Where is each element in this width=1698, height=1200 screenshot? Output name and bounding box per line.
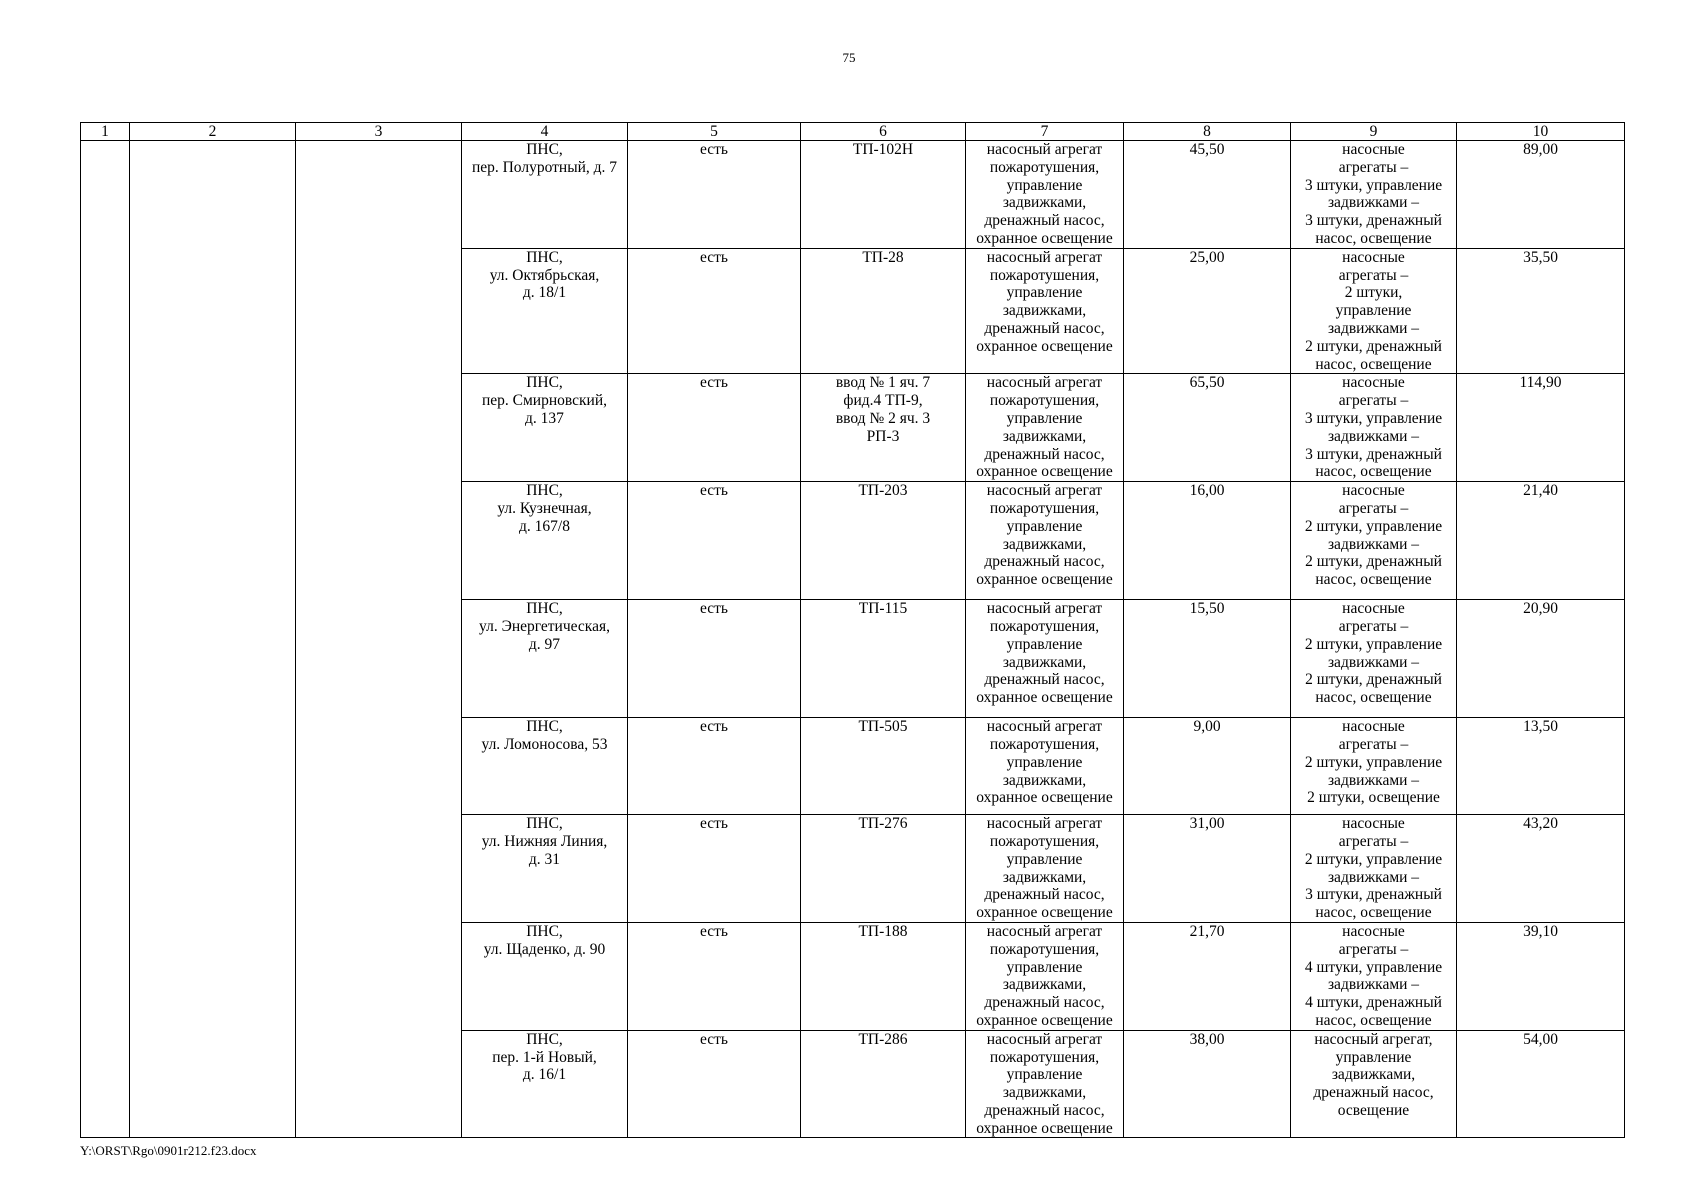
cell-availability: есть <box>628 482 801 600</box>
table-header <box>81 123 1625 141</box>
cell-power-source: ТП-28 <box>801 248 966 374</box>
cell-equipment: насосный агрегат пожаротушения, управление задвижками, дренажный насос, охранное освещение <box>966 922 1124 1030</box>
cell-object: ПНС, ул. Щаденко, д. 90 <box>462 922 628 1030</box>
table-row <box>81 141 1625 249</box>
cell-equipment: насосный агрегат пожаротушения, управление задвижками, дренажный насос, охранное освещение <box>966 600 1124 718</box>
cell-value-10: 13,50 <box>1457 718 1625 815</box>
cell-col-3-merged <box>296 141 462 1138</box>
cell-equipment: насосный агрегат пожаротушения, управление задвижками, дренажный насос, охранное освещение <box>966 815 1124 923</box>
cell-object: ПНС, ул. Октябрьская, д. 18/1 <box>462 248 628 374</box>
cell-value-10: 21,40 <box>1457 482 1625 600</box>
data-table <box>80 122 1625 1138</box>
cell-equipment-details: насосные агрегаты – 2 штуки, управление задвижками – 2 штуки, дренажный насос, освещение <box>1291 600 1457 718</box>
cell-value-10: 89,00 <box>1457 141 1625 249</box>
cell-object: ПНС, ул. Энергетическая, д. 97 <box>462 600 628 718</box>
cell-value-10: 43,20 <box>1457 815 1625 923</box>
cell-equipment-details: насосные агрегаты – 3 штуки, управление задвижками – 3 штуки, дренажный насос, освещение <box>1291 374 1457 482</box>
cell-object: ПНС, ул. Кузнечная, д. 167/8 <box>462 482 628 600</box>
header-row <box>81 123 1625 141</box>
cell-equipment: насосный агрегат пожаротушения, управление задвижками, дренажный насос, охранное освещение <box>966 248 1124 374</box>
cell-availability: есть <box>628 922 801 1030</box>
cell-equipment-details: насосный агрегат, управление задвижками, дренажный насос, освещение <box>1291 1030 1457 1138</box>
cell-equipment-details: насосные агрегаты – 2 штуки, управление задвижками – 2 штуки, дренажный насос, освещение <box>1291 248 1457 374</box>
col-header-2: 2 <box>130 123 296 141</box>
cell-value-10: 35,50 <box>1457 248 1625 374</box>
cell-value-8: 31,00 <box>1124 815 1291 923</box>
cell-object: ПНС, пер. Полуротный, д. 7 <box>462 141 628 249</box>
cell-equipment-details: насосные агрегаты – 4 штуки, управление задвижками – 4 штуки, дренажный насос, освещение <box>1291 922 1457 1030</box>
col-header-3: 3 <box>296 123 462 141</box>
cell-value-8: 16,00 <box>1124 482 1291 600</box>
cell-power-source: ТП-188 <box>801 922 966 1030</box>
cell-equipment-details: насосные агрегаты – 2 штуки, управление задвижками – 2 штуки, дренажный насос, освещение <box>1291 482 1457 600</box>
col-header-10: 10 <box>1457 123 1625 141</box>
cell-availability: есть <box>628 141 801 249</box>
col-header-1: 1 <box>81 123 130 141</box>
cell-availability: есть <box>628 374 801 482</box>
cell-power-source: ТП-102Н <box>801 141 966 249</box>
footer-file-path: Y:\ORST\Rgo\0901r212.f23.docx <box>80 1143 257 1158</box>
cell-availability: есть <box>628 248 801 374</box>
cell-value-8: 9,00 <box>1124 718 1291 815</box>
cell-value-10: 39,10 <box>1457 922 1625 1030</box>
cell-object: ПНС, пер. Смирновский, д. 137 <box>462 374 628 482</box>
cell-power-source: ТП-115 <box>801 600 966 718</box>
cell-equipment-details: насосные агрегаты – 2 штуки, управление задвижками – 3 штуки, дренажный насос, освещение <box>1291 815 1457 923</box>
cell-equipment: насосный агрегат пожаротушения, управление задвижками, дренажный насос, охранное освещение <box>966 141 1124 249</box>
cell-value-8: 38,00 <box>1124 1030 1291 1138</box>
col-header-6: 6 <box>801 123 966 141</box>
cell-object: ПНС, ул. Нижняя Линия, д. 31 <box>462 815 628 923</box>
cell-power-source: ТП-276 <box>801 815 966 923</box>
cell-equipment-details: насосные агрегаты – 2 штуки, управление задвижками – 2 штуки, освещение <box>1291 718 1457 815</box>
cell-power-source: ТП-286 <box>801 1030 966 1138</box>
col-header-9: 9 <box>1291 123 1457 141</box>
cell-value-8: 15,50 <box>1124 600 1291 718</box>
cell-availability: есть <box>628 1030 801 1138</box>
cell-value-8: 45,50 <box>1124 141 1291 249</box>
cell-value-8: 65,50 <box>1124 374 1291 482</box>
cell-value-10: 114,90 <box>1457 374 1625 482</box>
col-header-4: 4 <box>462 123 628 141</box>
cell-equipment: насосный агрегат пожаротушения, управление задвижками, охранное освещение <box>966 718 1124 815</box>
page-number: 75 <box>842 50 856 65</box>
table-body <box>81 141 1625 1138</box>
cell-power-source: ввод № 1 яч. 7 фид.4 ТП-9, ввод № 2 яч. 3 РП-3 <box>801 374 966 482</box>
cell-col-1-merged <box>81 141 130 1138</box>
cell-value-8: 25,00 <box>1124 248 1291 374</box>
cell-equipment: насосный агрегат пожаротушения, управление задвижками, дренажный насос, охранное освещение <box>966 374 1124 482</box>
col-header-8: 8 <box>1124 123 1291 141</box>
cell-availability: есть <box>628 815 801 923</box>
cell-power-source: ТП-203 <box>801 482 966 600</box>
col-header-7: 7 <box>966 123 1124 141</box>
cell-value-8: 21,70 <box>1124 922 1291 1030</box>
cell-col-2-merged <box>130 141 296 1138</box>
cell-availability: есть <box>628 718 801 815</box>
cell-value-10: 20,90 <box>1457 600 1625 718</box>
cell-equipment: насосный агрегат пожаротушения, управление задвижками, дренажный насос, охранное освещение <box>966 482 1124 600</box>
col-header-5: 5 <box>628 123 801 141</box>
cell-power-source: ТП-505 <box>801 718 966 815</box>
cell-value-10: 54,00 <box>1457 1030 1625 1138</box>
cell-object: ПНС, пер. 1-й Новый, д. 16/1 <box>462 1030 628 1138</box>
cell-equipment: насосный агрегат пожаротушения, управление задвижками, дренажный насос, охранное освещение <box>966 1030 1124 1138</box>
cell-availability: есть <box>628 600 801 718</box>
cell-object: ПНС, ул. Ломоносова, 53 <box>462 718 628 815</box>
cell-equipment-details: насосные агрегаты – 3 штуки, управление задвижками – 3 штуки, дренажный насос, освещение <box>1291 141 1457 249</box>
